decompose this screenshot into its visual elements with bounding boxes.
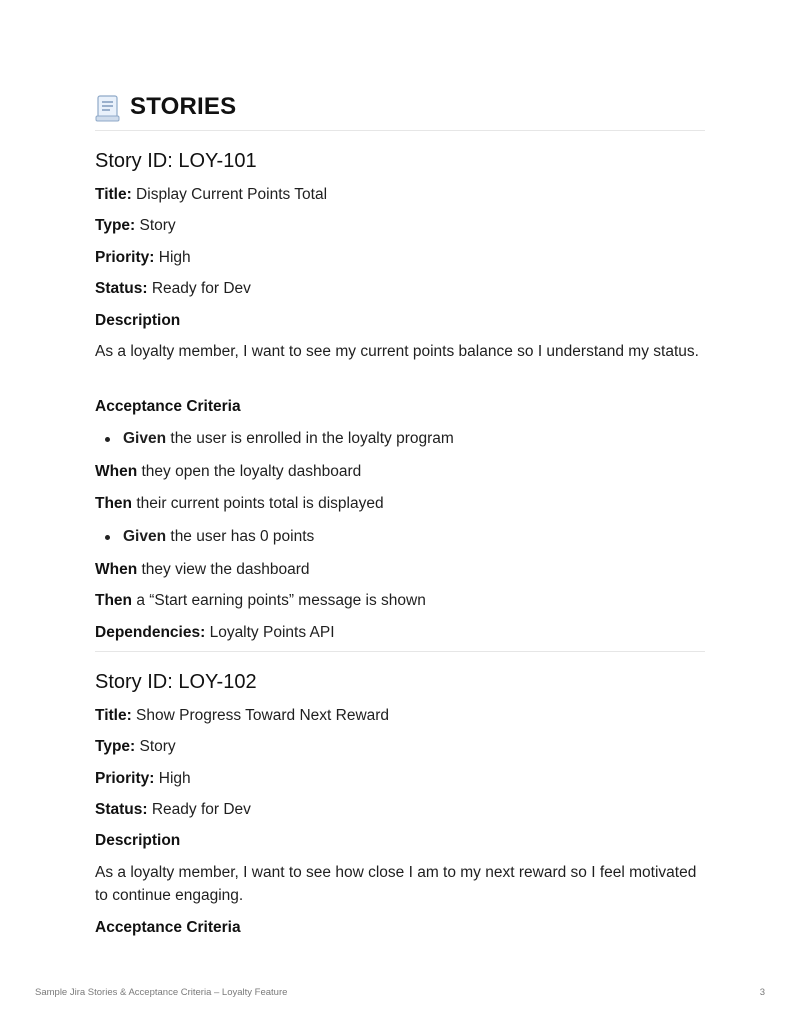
- story-id-heading: Story ID: LOY-102: [95, 671, 257, 693]
- field-label: Type:: [95, 217, 136, 234]
- criteria-bullet: [105, 525, 314, 548]
- story-priority-row: [95, 246, 191, 269]
- field-value: Display Current Points Total: [131, 186, 328, 203]
- story-status-row: [95, 277, 251, 300]
- field-value: Story: [135, 217, 176, 234]
- story-status-row: Status: Ready for Dev: [95, 801, 251, 818]
- field-label: Title:: [95, 186, 132, 203]
- story-type-row: [95, 214, 176, 237]
- page-number: 3: [759, 987, 765, 998]
- story-id-heading: Story ID: LOY-101: [95, 150, 257, 172]
- story-title-row: Title: Show Progress Toward Next Reward: [95, 707, 390, 724]
- story-divider: [95, 651, 705, 652]
- given-label: Given: [123, 430, 167, 447]
- story-type-row: Type: Story: [95, 738, 176, 755]
- field-label: Status:: [95, 280, 148, 297]
- story-dependencies-row: Dependencies: Loyalty Points API: [95, 624, 335, 641]
- field-value: Ready for Dev: [147, 280, 251, 297]
- given-text: the user has 0 points: [166, 528, 315, 545]
- story-priority-row: Priority: High: [95, 770, 191, 787]
- description-text: As a loyalty member, I want to see how close I am to my next reward so I feel motivated to continue engaging.: [95, 864, 697, 904]
- acceptance-criteria-heading: Acceptance Criteria: [95, 398, 241, 415]
- acceptance-criteria-heading: Acceptance Criteria: [95, 919, 241, 936]
- story-title-row: [95, 183, 327, 206]
- section-header: [95, 90, 705, 131]
- description-heading: Description: [95, 312, 181, 329]
- criteria-when: When they open the loyalty dashboard: [95, 463, 362, 480]
- criteria-then: Then their current points total is displayed: [95, 495, 384, 512]
- field-value: High: [154, 249, 191, 266]
- criteria-when: When they view the dashboard: [95, 561, 310, 578]
- description-heading: Description: [95, 832, 181, 849]
- description-text: As a loyalty member, I want to see my current points balance so I understand my status.: [95, 343, 699, 360]
- section-title: STORIES: [130, 93, 237, 120]
- given-label: Given: [123, 528, 167, 545]
- field-label: Priority:: [95, 249, 155, 266]
- document-icon: [95, 94, 121, 122]
- criteria-then: Then a “Start earning points” message is shown: [95, 592, 426, 609]
- given-text: the user is enrolled in the loyalty program: [166, 430, 454, 447]
- criteria-bullet: [105, 427, 454, 450]
- footer-title: Sample Jira Stories & Acceptance Criteria – Loyalty Feature: [35, 987, 288, 998]
